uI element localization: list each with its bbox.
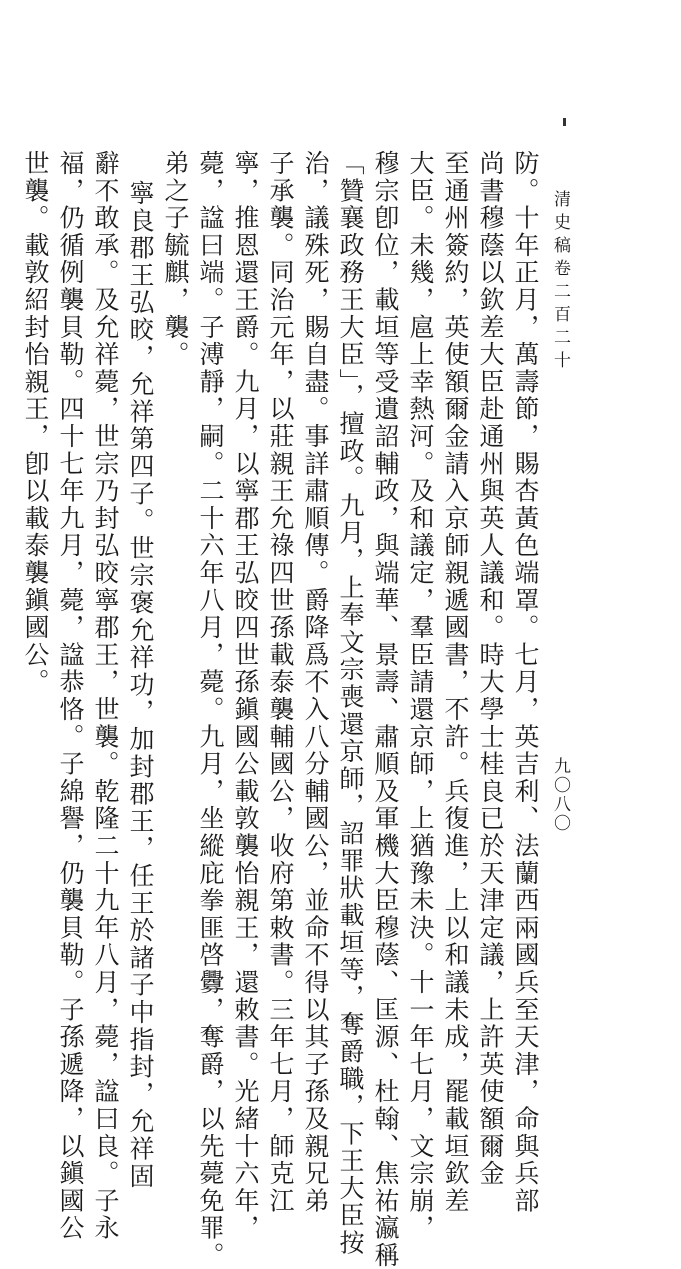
text-column: 世襲。載敦紹封怡親王，卽以載泰襲鎭國公。 xyxy=(21,150,50,696)
text-column: 弟之子毓麒，襲。 xyxy=(161,150,190,369)
text-column: 子承襲。同治元年，以莊親王允祿四世孫載泰襲輔國公，收府第敕書。三年七月，師克江 xyxy=(266,150,295,1215)
text-column: 防。十年正月，萬壽節，賜杏黃色端罩。七月，英吉利、法蘭西兩國兵至天津，命與兵部 xyxy=(511,150,540,1215)
text-column: 寧良郡王弘晈，允祥第四子。世宗褒允祥功，加封郡王，任王於諸子中指封，允祥固 xyxy=(126,180,155,1191)
text-column: 「贊襄政務王大臣」，擅政。九月，上奉文宗喪還京師，詔罪狀載垣等，奪爵職，下王大臣按 xyxy=(336,150,365,1257)
text-column: 大臣。未幾，扈上幸熱河。及和議定，羣臣請還京師，上猶豫未決。十一年七月，文宗崩， xyxy=(406,150,435,1242)
running-header: 清史稿卷二百二十 xyxy=(550,190,570,374)
margin-mark xyxy=(563,118,566,126)
page-number: 九〇八〇 xyxy=(550,757,570,833)
text-column: 尚書穆蔭以欽差大臣赴通州與英人議和。時大學士桂良已於天津定議，上許英使額爾金 xyxy=(476,150,505,1188)
text-column: 薨，諡曰端。子溥靜，嗣。二十六年八月，薨。九月，坐縱庇拳匪啓釁，奪爵，以先薨免罪。 xyxy=(196,150,225,1269)
text-column: 穆宗卽位，載垣等受遺詔輔政，與端華、景壽、肅順及軍機大臣穆蔭、匡源、杜翰、焦祐瀛稱 xyxy=(371,150,400,1269)
text-column: 寧，推恩還王爵。九月，以寧郡王弘晈四世孫鎭國公載敦襲怡親王，還敕書。光緒十六年， xyxy=(231,150,260,1242)
text-column: 治，議殊死，賜自盡。事詳肅順傳。爵降爲不入八分輔國公，並命不得以其子孫及親兄弟 xyxy=(301,150,330,1215)
text-column: 福，仍循例襲貝勒。四十七年九月，薨，諡恭恪。子綿譽，仍襲貝勒。子孫遞降，以鎭國公 xyxy=(56,150,85,1242)
text-column: 至通州簽約，英使額爾金請入京師親遞國書，不許。兵復進，上以和議未成，罷載垣欽差 xyxy=(441,150,470,1215)
text-column: 辭不敢承。及允祥薨，世宗乃封弘晈寧郡王，世襲。乾隆二十九年八月，薨，諡曰良。子永 xyxy=(91,150,120,1242)
